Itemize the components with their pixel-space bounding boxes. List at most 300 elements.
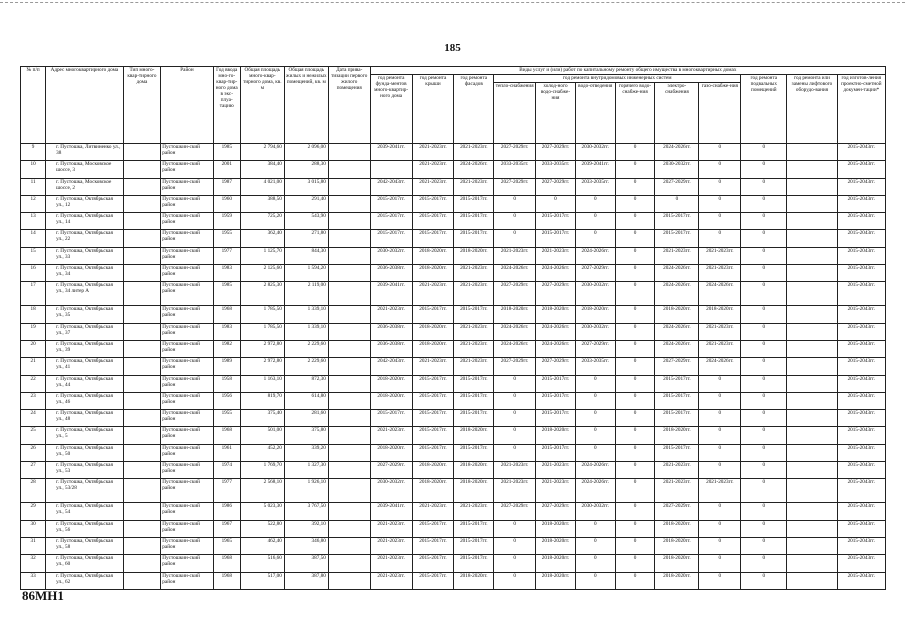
- cell-privatization-date: [328, 479, 370, 503]
- cell-electricity-year: 2021-2023гг.: [655, 462, 699, 479]
- cell-living-area: 387,50: [284, 555, 328, 572]
- cell-cold-water-year: 2024-2026гг.: [536, 323, 576, 340]
- cell-row-number: 25: [21, 427, 46, 444]
- cell-gas-year: 0: [699, 444, 741, 461]
- table-row: [21, 358, 886, 375]
- cell-project-docs-year: 2015-2043гг.: [837, 410, 885, 427]
- cell-total-area: 388,50: [240, 195, 284, 212]
- cell-heating-year: 2024-2026гг.: [494, 323, 536, 340]
- cell-project-docs-year: 2015-2043гг.: [837, 427, 885, 444]
- cell-living-area: 1 327,30: [284, 462, 328, 479]
- cell-electricity-year: 2015-2017гг.: [655, 375, 699, 392]
- cell-hot-water-year: 0: [615, 178, 655, 195]
- table-row: [21, 427, 886, 444]
- table-row: [21, 410, 886, 427]
- cell-row-number: 22: [21, 375, 46, 392]
- cell-sewer-year: 0: [575, 537, 615, 554]
- cell-total-area: 522,80: [240, 520, 284, 537]
- cell-heating-year: 0: [494, 427, 536, 444]
- cell-sewer-year: 2024-2026гг.: [575, 462, 615, 479]
- cell-facade-year: 2021-2023гг.: [454, 503, 494, 520]
- cell-foundation-year: 2039-2041гг.: [370, 144, 412, 161]
- cell-foundation-year: 2027-2029гг.: [370, 462, 412, 479]
- cell-foundation-year: 2015-2017гг.: [370, 410, 412, 427]
- cell-district: Пустошкин-ский район: [161, 323, 213, 340]
- cell-roof-year: 2018-2020гг.: [412, 323, 454, 340]
- cell-privatization-date: [328, 247, 370, 264]
- cell-address: г. Пустошка, Октябрьская ул., 44: [46, 375, 123, 392]
- document-code: 86МН1: [22, 588, 64, 603]
- cell-total-area: 1 785,50: [240, 306, 284, 323]
- cell-privatization-date: [328, 282, 370, 306]
- table-row: [21, 555, 886, 572]
- top-scan-edge: [0, 2, 905, 3]
- cell-living-area: 872,30: [284, 375, 328, 392]
- cell-district: Пустошкин-ский район: [161, 247, 213, 264]
- cell-heating-year: 0: [494, 537, 536, 554]
- cell-elevator-year: [787, 161, 837, 178]
- cell-gas-year: 0: [699, 213, 741, 230]
- cell-address: г. Пустошка, Октябрьская ул., 53/28: [46, 479, 123, 503]
- repair-schedule-table: [20, 66, 886, 590]
- cell-sewer-year: 0: [575, 410, 615, 427]
- cell-sewer-year: 2030-2032гг.: [575, 323, 615, 340]
- cell-living-area: 3 015,80: [284, 178, 328, 195]
- cell-row-number: 21: [21, 358, 46, 375]
- cell-year-built: 1967: [213, 520, 240, 537]
- cell-basement-year: 0: [741, 392, 787, 409]
- cell-sewer-year: 2033-2035гг.: [575, 358, 615, 375]
- cell-basement-year: 0: [741, 503, 787, 520]
- cell-privatization-date: [328, 195, 370, 212]
- cell-total-area: 2 825,30: [240, 282, 284, 306]
- cell-district: Пустошкин-ский район: [161, 537, 213, 554]
- cell-electricity-year: 2021-2023гг.: [655, 247, 699, 264]
- cell-heating-year: 2027-2029гг.: [494, 144, 536, 161]
- cell-project-docs-year: 2015-2043гг.: [837, 537, 885, 554]
- cell-project-docs-year: 2015-2043гг.: [837, 213, 885, 230]
- cell-cold-water-year: 2015-2017гг.: [536, 213, 576, 230]
- cell-elevator-year: [787, 555, 837, 572]
- cell-district: Пустошкин-ский район: [161, 282, 213, 306]
- cell-year-built: 1974: [213, 462, 240, 479]
- header-works-group: Виды услуг и (или) работ по капитальному ремонту общего имущества в многоквартирных домах: [370, 67, 885, 75]
- cell-heating-year: 2021-2023гг.: [494, 479, 536, 503]
- cell-electricity-year: 2024-2026гг.: [655, 323, 699, 340]
- cell-row-number: 33: [21, 572, 46, 589]
- cell-gas-year: 2018-2020гг.: [699, 306, 741, 323]
- header-electricity: электро-снабжения: [655, 83, 699, 144]
- table-row: [21, 323, 886, 340]
- cell-gas-year: 0: [699, 503, 741, 520]
- cell-year-built: 1977: [213, 247, 240, 264]
- cell-hot-water-year: 0: [615, 410, 655, 427]
- cell-elevator-year: [787, 462, 837, 479]
- cell-total-area: 2 972,80: [240, 340, 284, 357]
- cell-address: г. Пустошка, Октябрьская ул., 35: [46, 306, 123, 323]
- cell-district: Пустошкин-ский район: [161, 306, 213, 323]
- cell-elevator-year: [787, 479, 837, 503]
- cell-sewer-year: 0: [575, 375, 615, 392]
- cell-row-number: 27: [21, 462, 46, 479]
- cell-privatization-date: [328, 213, 370, 230]
- cell-address: г. Пустошка, Московское шоссе, 2: [46, 178, 123, 195]
- cell-privatization-date: [328, 572, 370, 589]
- cell-hot-water-year: 0: [615, 144, 655, 161]
- cell-gas-year: 2024-2026гг.: [699, 282, 741, 306]
- cell-heating-year: 0: [494, 392, 536, 409]
- cell-basement-year: 0: [741, 178, 787, 195]
- cell-sewer-year: 0: [575, 392, 615, 409]
- cell-project-docs-year: 2015-2043гг.: [837, 247, 885, 264]
- cell-house-type: [123, 323, 161, 340]
- cell-address: г. Пустошка, Октябрьская ул., 53: [46, 462, 123, 479]
- cell-basement-year: 0: [741, 479, 787, 503]
- cell-roof-year: 2021-2023гг.: [412, 358, 454, 375]
- cell-address: г. Пустошка, Октябрьская ул., 48: [46, 410, 123, 427]
- cell-project-docs-year: 2015-2043гг.: [837, 306, 885, 323]
- header-cold-water: холод-ного водо-снабже-ния: [536, 83, 576, 144]
- cell-facade-year: 2015-2017гг.: [454, 195, 494, 212]
- cell-facade-year: 2015-2017гг.: [454, 392, 494, 409]
- cell-district: Пустошкин-ский район: [161, 503, 213, 520]
- header-year: Год ввода мно-го-квар-тир-ного дома в экс-плуа-тацию: [213, 67, 240, 144]
- cell-facade-year: 2021-2023гг.: [454, 178, 494, 195]
- cell-heating-year: 2027-2029гг.: [494, 358, 536, 375]
- cell-address: г. Пустошка, Литвиненко ул., 38: [46, 144, 123, 161]
- cell-electricity-year: 2024-2026гг.: [655, 265, 699, 282]
- cell-year-built: 1968: [213, 427, 240, 444]
- cell-foundation-year: 2021-2023гг.: [370, 537, 412, 554]
- cell-house-type: [123, 520, 161, 537]
- cell-heating-year: 2027-2029гг.: [494, 178, 536, 195]
- cell-project-docs-year: 2015-2043гг.: [837, 282, 885, 306]
- cell-total-area: 452,20: [240, 444, 284, 461]
- cell-electricity-year: 2015-2017гг.: [655, 444, 699, 461]
- header-hot-water: горячего водо-снабже-ния: [615, 83, 655, 144]
- table-row: [21, 340, 886, 357]
- cell-project-docs-year: 2015-2043гг.: [837, 555, 885, 572]
- cell-address: г. Пустошка, Октябрьская ул., 54: [46, 503, 123, 520]
- header-systems-group: год ремонта внутридомовых инженерных систем: [494, 75, 741, 83]
- cell-cold-water-year: 0: [536, 195, 576, 212]
- cell-sewer-year: 2024-2026гг.: [575, 479, 615, 503]
- cell-basement-year: 0: [741, 427, 787, 444]
- cell-roof-year: 2015-2017гг.: [412, 555, 454, 572]
- cell-house-type: [123, 247, 161, 264]
- cell-basement-year: 0: [741, 340, 787, 357]
- cell-row-number: 13: [21, 213, 46, 230]
- cell-cold-water-year: 2018-2020гг.: [536, 427, 576, 444]
- cell-roof-year: 2015-2017гг.: [412, 306, 454, 323]
- cell-privatization-date: [328, 230, 370, 247]
- cell-row-number: 17: [21, 282, 46, 306]
- header-project-docs: год изготов-ления проектно-сметной докумен-тации*: [837, 75, 885, 144]
- cell-privatization-date: [328, 306, 370, 323]
- cell-living-area: 2 096,00: [284, 144, 328, 161]
- cell-elevator-year: [787, 323, 837, 340]
- cell-sewer-year: 0: [575, 230, 615, 247]
- cell-district: Пустошкин-ский район: [161, 230, 213, 247]
- cell-roof-year: 2015-2017гг.: [412, 375, 454, 392]
- cell-project-docs-year: 2015-2043гг.: [837, 462, 885, 479]
- cell-facade-year: 2021-2023гг.: [454, 265, 494, 282]
- cell-foundation-year: 2021-2023гг.: [370, 520, 412, 537]
- table-row: [21, 230, 886, 247]
- cell-sewer-year: 0: [575, 213, 615, 230]
- cell-roof-year: 2021-2023гг.: [412, 282, 454, 306]
- cell-cold-water-year: 2024-2026гг.: [536, 265, 576, 282]
- cell-sewer-year: 2039-2041гг.: [575, 161, 615, 178]
- cell-house-type: [123, 479, 161, 503]
- cell-heating-year: 2021-2023гг.: [494, 247, 536, 264]
- cell-privatization-date: [328, 323, 370, 340]
- cell-foundation-year: 2015-2017гг.: [370, 213, 412, 230]
- cell-year-built: 1983: [213, 265, 240, 282]
- cell-living-area: 543,90: [284, 213, 328, 230]
- cell-sewer-year: 2024-2026гг.: [575, 247, 615, 264]
- cell-house-type: [123, 444, 161, 461]
- cell-facade-year: 2015-2017гг.: [454, 306, 494, 323]
- cell-house-type: [123, 427, 161, 444]
- cell-living-area: 1 926,10: [284, 479, 328, 503]
- header-num: № п/п: [21, 67, 46, 144]
- cell-hot-water-year: 0: [615, 247, 655, 264]
- cell-heating-year: 0: [494, 410, 536, 427]
- cell-elevator-year: [787, 213, 837, 230]
- table-row: [21, 195, 886, 212]
- header-heat: тепло-снабжения: [494, 83, 536, 144]
- cell-electricity-year: 2024-2026гг.: [655, 144, 699, 161]
- cell-house-type: [123, 555, 161, 572]
- cell-gas-year: 2021-2023гг.: [699, 265, 741, 282]
- cell-elevator-year: [787, 247, 837, 264]
- cell-basement-year: 0: [741, 161, 787, 178]
- cell-gas-year: 0: [699, 195, 741, 212]
- cell-facade-year: 2015-2017гг.: [454, 444, 494, 461]
- cell-hot-water-year: 0: [615, 213, 655, 230]
- cell-house-type: [123, 503, 161, 520]
- cell-sewer-year: 0: [575, 520, 615, 537]
- header-roof: год ремонта крыши: [412, 75, 454, 144]
- cell-basement-year: 0: [741, 323, 787, 340]
- cell-cold-water-year: 2027-2029гг.: [536, 503, 576, 520]
- table-row: [21, 306, 886, 323]
- cell-row-number: 19: [21, 323, 46, 340]
- cell-heating-year: 2027-2029гг.: [494, 282, 536, 306]
- cell-row-number: 12: [21, 195, 46, 212]
- cell-elevator-year: [787, 392, 837, 409]
- cell-gas-year: 2024-2026гг.: [699, 358, 741, 375]
- cell-heating-year: 2033-2035гг.: [494, 161, 536, 178]
- cell-gas-year: 0: [699, 410, 741, 427]
- cell-hot-water-year: 0: [615, 555, 655, 572]
- cell-row-number: 14: [21, 230, 46, 247]
- cell-elevator-year: [787, 195, 837, 212]
- cell-living-area: 3 767,50: [284, 503, 328, 520]
- cell-year-built: 1955: [213, 410, 240, 427]
- cell-elevator-year: [787, 410, 837, 427]
- cell-electricity-year: 2018-2020гг.: [655, 427, 699, 444]
- cell-basement-year: 0: [741, 444, 787, 461]
- cell-heating-year: 2027-2029гг.: [494, 503, 536, 520]
- cell-gas-year: 0: [699, 555, 741, 572]
- cell-electricity-year: 2018-2020гг.: [655, 306, 699, 323]
- cell-cold-water-year: 2021-2023гг.: [536, 479, 576, 503]
- cell-heating-year: 0: [494, 230, 536, 247]
- cell-gas-year: 0: [699, 178, 741, 195]
- cell-cold-water-year: 2015-2017гг.: [536, 230, 576, 247]
- table-row: [21, 213, 886, 230]
- table-row: [21, 503, 886, 520]
- cell-year-built: 1960: [213, 195, 240, 212]
- cell-district: Пустошкин-ский район: [161, 479, 213, 503]
- cell-hot-water-year: 0: [615, 392, 655, 409]
- header-privatization-date: Дата прива-тизации первого жилого помещения: [328, 67, 370, 144]
- cell-basement-year: 0: [741, 195, 787, 212]
- cell-hot-water-year: 0: [615, 375, 655, 392]
- cell-hot-water-year: 0: [615, 462, 655, 479]
- cell-district: Пустошкин-ский район: [161, 520, 213, 537]
- cell-roof-year: 2018-2020гг.: [412, 247, 454, 264]
- cell-project-docs-year: 2015-2043гг.: [837, 572, 885, 589]
- cell-living-area: 392,10: [284, 520, 328, 537]
- cell-hot-water-year: 0: [615, 340, 655, 357]
- cell-district: Пустошкин-ский район: [161, 462, 213, 479]
- cell-heating-year: 0: [494, 375, 536, 392]
- table-row: [21, 520, 886, 537]
- cell-privatization-date: [328, 503, 370, 520]
- cell-total-area: 362,40: [240, 230, 284, 247]
- cell-year-built: 1961: [213, 444, 240, 461]
- cell-district: Пустошкин-ский район: [161, 144, 213, 161]
- cell-facade-year: 2021-2023гг.: [454, 144, 494, 161]
- cell-address: г. Пустошка, Октябрьская ул., 46: [46, 392, 123, 409]
- cell-row-number: 28: [21, 479, 46, 503]
- cell-heating-year: 0: [494, 520, 536, 537]
- table-row: [21, 392, 886, 409]
- cell-year-built: 1968: [213, 555, 240, 572]
- header-total-area: Общая площадь много-квар-тирного дома, кв. м: [240, 67, 284, 144]
- cell-elevator-year: [787, 144, 837, 161]
- cell-row-number: 32: [21, 555, 46, 572]
- cell-heating-year: 0: [494, 444, 536, 461]
- cell-foundation-year: 2036-2038гг.: [370, 265, 412, 282]
- cell-row-number: 24: [21, 410, 46, 427]
- cell-living-area: 375,80: [284, 427, 328, 444]
- cell-foundation-year: 2018-2020гг.: [370, 375, 412, 392]
- cell-electricity-year: 2027-2029гг.: [655, 178, 699, 195]
- cell-district: Пустошкин-ский район: [161, 410, 213, 427]
- cell-cold-water-year: 2021-2023гг.: [536, 462, 576, 479]
- cell-cold-water-year: 2015-2017гг.: [536, 444, 576, 461]
- cell-privatization-date: [328, 410, 370, 427]
- cell-project-docs-year: 2015-2043гг.: [837, 358, 885, 375]
- cell-gas-year: 0: [699, 161, 741, 178]
- cell-total-area: 1 769,70: [240, 462, 284, 479]
- cell-privatization-date: [328, 392, 370, 409]
- cell-basement-year: 0: [741, 247, 787, 264]
- cell-foundation-year: 2021-2023гг.: [370, 427, 412, 444]
- cell-house-type: [123, 195, 161, 212]
- cell-foundation-year: [370, 161, 412, 178]
- cell-cold-water-year: 2018-2020гг.: [536, 306, 576, 323]
- cell-gas-year: 0: [699, 392, 741, 409]
- cell-hot-water-year: 0: [615, 444, 655, 461]
- cell-privatization-date: [328, 144, 370, 161]
- cell-heating-year: 0: [494, 572, 536, 589]
- cell-facade-year: 2021-2023гг.: [454, 323, 494, 340]
- cell-sewer-year: 0: [575, 427, 615, 444]
- cell-address: г. Пустошка, Октябрьская ул., 34 литер А: [46, 282, 123, 306]
- cell-hot-water-year: 0: [615, 282, 655, 306]
- cell-house-type: [123, 213, 161, 230]
- cell-hot-water-year: 0: [615, 503, 655, 520]
- cell-district: Пустошкин-ский район: [161, 358, 213, 375]
- cell-facade-year: 2015-2017гг.: [454, 230, 494, 247]
- cell-foundation-year: 2039-2041гг.: [370, 282, 412, 306]
- cell-privatization-date: [328, 555, 370, 572]
- cell-sewer-year: 2018-2020гг.: [575, 306, 615, 323]
- cell-basement-year: 0: [741, 213, 787, 230]
- cell-basement-year: 0: [741, 282, 787, 306]
- cell-house-type: [123, 265, 161, 282]
- cell-facade-year: 2018-2020гг.: [454, 247, 494, 264]
- cell-gas-year: 0: [699, 375, 741, 392]
- table-row: [21, 144, 886, 161]
- cell-house-type: [123, 375, 161, 392]
- cell-elevator-year: [787, 265, 837, 282]
- cell-total-area: 375,40: [240, 410, 284, 427]
- cell-heating-year: 2018-2020гг.: [494, 306, 536, 323]
- cell-roof-year: 2018-2020гг.: [412, 265, 454, 282]
- cell-year-built: 1958: [213, 375, 240, 392]
- cell-living-area: 339,20: [284, 444, 328, 461]
- cell-row-number: 11: [21, 178, 46, 195]
- cell-electricity-year: 2015-2017гг.: [655, 392, 699, 409]
- cell-roof-year: 2021-2023гг.: [412, 144, 454, 161]
- cell-facade-year: 2015-2017гг.: [454, 555, 494, 572]
- cell-electricity-year: 2015-2017гг.: [655, 410, 699, 427]
- cell-foundation-year: 2021-2023гг.: [370, 555, 412, 572]
- cell-roof-year: 2015-2017гг.: [412, 230, 454, 247]
- cell-house-type: [123, 572, 161, 589]
- cell-total-area: 5 023,30: [240, 503, 284, 520]
- cell-row-number: 10: [21, 161, 46, 178]
- cell-foundation-year: 2015-2017гг.: [370, 230, 412, 247]
- cell-foundation-year: 2030-2032гг.: [370, 247, 412, 264]
- cell-gas-year: 0: [699, 537, 741, 554]
- page-number: 185: [444, 42, 461, 54]
- cell-elevator-year: [787, 427, 837, 444]
- cell-facade-year: 2015-2017гг.: [454, 213, 494, 230]
- cell-facade-year: 2018-2020гг.: [454, 427, 494, 444]
- cell-sewer-year: 2033-2035гг.: [575, 178, 615, 195]
- cell-address: г. Пустошка, Октябрьская ул., 58: [46, 537, 123, 554]
- cell-elevator-year: [787, 537, 837, 554]
- cell-cold-water-year: 2033-2035гг.: [536, 161, 576, 178]
- cell-living-area: 291,40: [284, 195, 328, 212]
- cell-sewer-year: 0: [575, 195, 615, 212]
- cell-cold-water-year: 2027-2029гг.: [536, 282, 576, 306]
- cell-house-type: [123, 537, 161, 554]
- cell-project-docs-year: 2015-2043гг.: [837, 340, 885, 357]
- cell-sewer-year: 0: [575, 572, 615, 589]
- cell-year-built: 1982: [213, 340, 240, 357]
- cell-district: Пустошкин-ский район: [161, 392, 213, 409]
- cell-total-area: 2 972,80: [240, 358, 284, 375]
- header-living-area: Общая площадь жилых и нежилых помещений, кв. м: [284, 67, 328, 144]
